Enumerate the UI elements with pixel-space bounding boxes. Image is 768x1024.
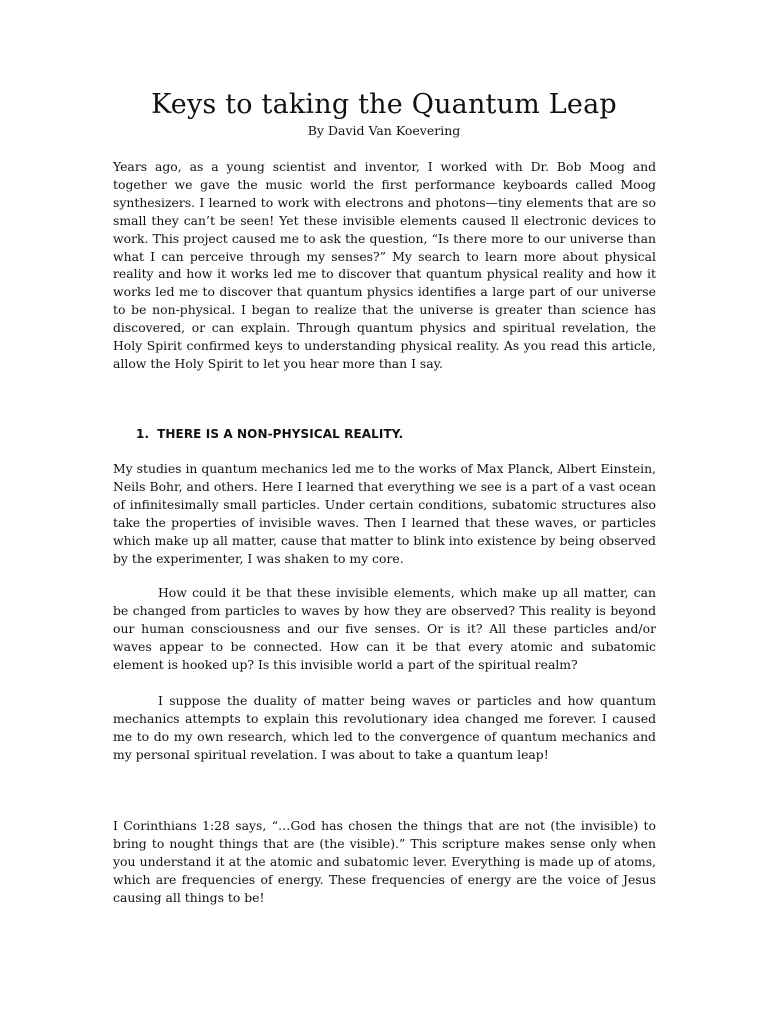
body-paragraph-3: I suppose the duality of matter being waves or particles and how quantum mechanics attempts to explain this revolutionary idea changed me forever. I caused me to do my own research, which led to the convergence of quantum mechanics and my personal spiritual revelation. I was about to take a quantum leap! — [113, 693, 656, 762]
section-heading-text: THERE IS A NON-PHYSICAL REALITY. — [157, 427, 404, 441]
body-paragraph-4: I Corinthians 1:28 says, “…God has chosen the things that are not (the invisible) to bring to nought things that are (the visible).” This scripture makes sense only when you understand it at the atomic and subatomic lever. Everything is made up of atoms, which are frequencies of energy. These frequencies of energy are the voice of Jesus causing all things to be! — [113, 818, 656, 905]
body-paragraph-1: My studies in quantum mechanics led me to the works of Max Planck, Albert Einstein, Neils Bohr, and others. Here I learned that everything we see is a part of a vast ocean of infinitesimally small particles. Under certain conditions, subatomic structures also take the properties of invisible waves. Then I learned that these waves, or particles which make up all matter, cause that matter to blink into existence by being observed by the experimenter, I was shaken to my core. — [113, 461, 656, 566]
body-paragraph-2: How could it be that these invisible elements, which make up all matter, can be changed from particles to waves by how they are observed? This reality is beyond our human consciousness and our five senses. Or is it? All these particles and/or waves appear to be connected. How can it be that every atomic and subatomic element is hooked up? Is this invisible world a part of the spiritual realm? — [113, 585, 656, 672]
section-number: 1. — [136, 427, 150, 441]
document-title: Keys to taking the Quantum Leap — [151, 89, 617, 120]
intro-paragraph: Years ago, as a young scientist and inventor, I worked with Dr. Bob Moog and together we gave the music world the first performance keyboards called Moog synthesizers. I learned to work with electrons and photons—tiny elements that are so small they can’t be seen! Yet these invisible elements caused ll electronic devices to work. This project caused me to ask the question, “Is there more to our universe than what I can perceive through my senses?” My search to learn more about physical reality and how it works led me to discover that quantum physical reality and how it works led me to discover that quantum physics identifies a large part of our universe to be non-physical. I began to realize that the universe is greater than science has discovered, or can explain. Through quantum physics and spiritual revelation, the Holy Spirit confirmed keys to understanding physical reality. As you read this article, allow the Holy Spirit to let you hear more than I say. — [113, 159, 656, 371]
section-heading — [136, 425, 403, 443]
document-byline: By David Van Koevering — [307, 123, 461, 138]
